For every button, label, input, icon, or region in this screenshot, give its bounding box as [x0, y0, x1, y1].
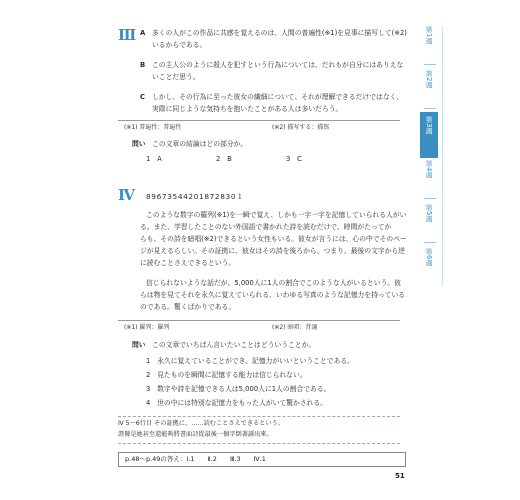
body-line-6: 信じられないような話だが、5,000人に1人の割合でこのような人がいるという。彼 — [146, 279, 401, 287]
question-label: 問い — [132, 341, 146, 349]
tab-separator — [424, 108, 436, 109]
body-line-8: のである。驚くばかりである。 — [140, 303, 236, 311]
footnote-2: (※2) 描写する：描寫 — [272, 124, 330, 131]
question-text: この文章の結論はどの部分か。 — [152, 140, 248, 148]
tab-week-3[interactable] — [420, 112, 438, 158]
footnote-1: (※1) 羅列：羅列 — [124, 324, 170, 331]
section-3-mark: Ⅲ — [118, 26, 136, 44]
question-text: この文章でいちばん言いたいことはどういうことか。 — [152, 341, 316, 349]
page-number: 51 — [395, 472, 405, 480]
option-b — [140, 60, 403, 70]
body-line-7: らは物を見てそれを永久に覚えていられる、いわゆる写真のような記憶力を持っている — [140, 291, 406, 299]
option-a — [140, 28, 407, 38]
option-c-letter: C — [140, 93, 145, 101]
question-4 — [132, 340, 315, 350]
tab-separator — [424, 64, 436, 65]
option-b-letter: B — [140, 61, 146, 69]
footnote-2: (※2) 暗唱：背誦 — [272, 324, 318, 331]
body-line-4: ジが見えるらしい。その証拠に、彼女はその詩を後ろから、つまり、最後の文字から逆 — [140, 247, 406, 255]
choice-4: 4 世の中には特別な記憶力をもった人がいて驚かされる。 — [146, 399, 328, 407]
tab-separator — [424, 242, 436, 243]
tab-week-2[interactable] — [422, 70, 436, 90]
choice-3: 3 数字や詩を記憶できる人は5,000人に1人の割合である。 — [146, 385, 331, 393]
option-b-line1: この主人公のように殺人を犯すという行為については、だれもが自分にはありえな — [152, 61, 404, 69]
answer-box: p.48～p.49の答え：Ⅰ.1 Ⅱ.2 Ⅲ.3 Ⅳ.1 — [118, 452, 406, 467]
tab-week-5[interactable] — [422, 204, 436, 224]
tab-label: 第6週 — [425, 248, 433, 267]
option-c-line1: しかし、その行為に至った彼女の繊細について、それが理解できるだけではなく、 — [152, 93, 404, 101]
choice-c: 3 C — [286, 155, 302, 163]
divider — [118, 320, 400, 321]
dashed-divider — [118, 416, 400, 417]
tab-label: 第4週 — [425, 160, 433, 179]
question-label: 問い — [132, 140, 146, 148]
option-c-line2: 実際に同じような気持ちを抱いたことがある人は多いだろう。 — [152, 105, 343, 113]
option-a-line1: 多くの人がこの作品に共感を覚えるのは、人間の普遍性(※1)を見事に描写して(※2) — [152, 29, 407, 37]
body-line-2: る。また、学習したことのない外国語で書かれた詩を読むだけで、時間がたってか — [140, 223, 392, 231]
tab-label: 第5週 — [425, 204, 433, 223]
body-line-3: らも、その詩を暗唱(※2)できるという女性もいる。彼女が言うには、心の中でそのペー — [140, 235, 407, 243]
hint-line-2: 證據是她甚至還能夠將書面詩從最後一個字倒著讀出來。 — [118, 431, 273, 438]
tab-week-1[interactable] — [422, 26, 436, 46]
tab-label: 第1週 — [425, 26, 433, 45]
choice-a: 1 A — [146, 155, 162, 163]
option-b-line2: いことだ思う。 — [152, 73, 200, 81]
tab-week-6[interactable] — [422, 248, 436, 268]
footnote-1: (※1) 普遍性：普遍性 — [124, 124, 182, 131]
tab-week-4[interactable] — [422, 160, 436, 180]
tab-label: 第2週 — [425, 70, 433, 89]
tab-label: 第3週 — [425, 116, 433, 135]
choice-1: 1 永久に覚えていることができ、記憶力がいいということである。 — [146, 357, 354, 365]
divider — [118, 120, 400, 121]
option-a-line2: いるからである。 — [152, 41, 207, 49]
digit-sequence: 89673544201872830１ — [146, 192, 245, 201]
dashed-divider — [118, 443, 400, 444]
choice-b: 2 B — [216, 155, 232, 163]
section-4-mark: Ⅳ — [118, 186, 135, 204]
tab-rail — [442, 26, 443, 286]
question-3 — [132, 139, 247, 149]
choice-2: 2 見たものを瞬間に記憶する能力は信じられない。 — [146, 371, 307, 379]
option-c — [140, 92, 403, 102]
body-line-5: に読むことさえできるという。 — [140, 259, 236, 267]
option-a-letter: A — [140, 29, 146, 37]
hint-line-1: Ⅳ 5～6行目 その証拠に、……読むことさえできるという。 — [118, 420, 285, 427]
tab-separator — [424, 198, 436, 199]
body-line-1: このような数字の羅列(※1)を一瞬で覚え、しかも一字一字を記憶していられる人がい — [146, 211, 407, 219]
